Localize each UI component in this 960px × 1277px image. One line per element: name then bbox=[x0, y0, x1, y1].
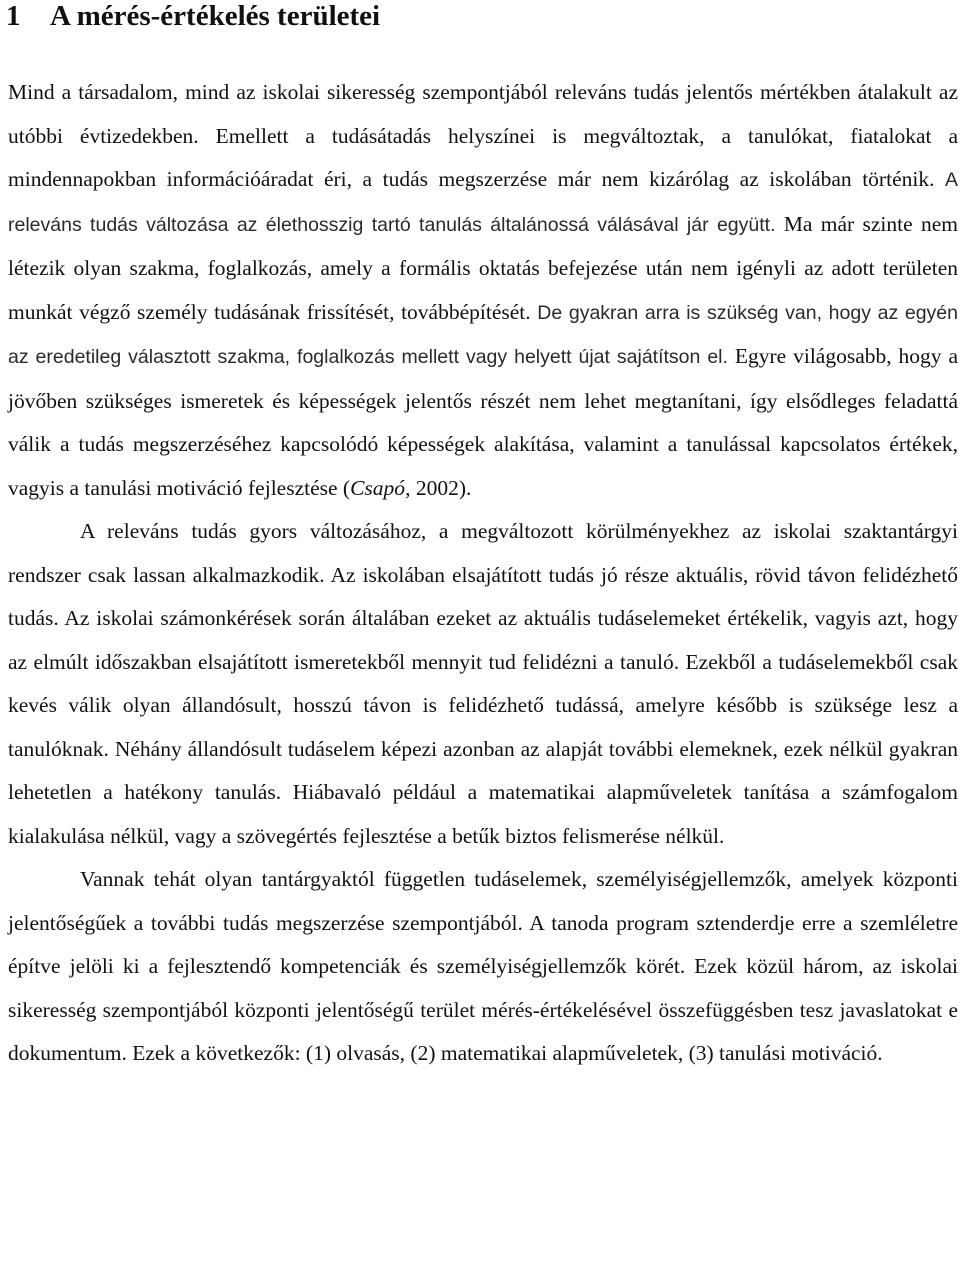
body-text bbox=[8, 71, 958, 1076]
citation-author: Csapó bbox=[350, 475, 406, 500]
paragraph-1-sentence-5: Egyre világosabb, hogy a jövőben szükséges ismeretek és képességek jelentős részét nem lehet megtanítani, így elsődleges feladattá válik a tudás megszerzéséhez kapcsolódó képességek alakítása, valamint a tanulással kapcsolatos értékek, vagyis a tanulási motiváció fejlesztése ( bbox=[8, 344, 959, 500]
section-heading bbox=[6, 0, 956, 36]
paragraph-1-sentence-4: De gyakran arra is szükség van, hogy az egyén az eredetileg választott szakma, foglalkozás mellett vagy helyett újat sajátítson el. bbox=[8, 301, 958, 368]
paragraph-1 bbox=[8, 71, 958, 510]
paragraph-2 bbox=[8, 510, 958, 858]
citation-year: , 2002). bbox=[405, 475, 472, 500]
paragraph-1-sentence-3: Ma már szinte nem létezik olyan szakma, foglalkozás, amely a formális oktatás befejezése után nem igényli az adott területen munkát végző személy tudásának frissítését, továbbépítését. bbox=[8, 211, 958, 324]
paragraph-2-text: A releváns tudás gyors változásához, a megváltozott körülményekhez az iskolai szaktantárgyi rendszer csak lassan alkalmazkodik. Az iskolában elsajátított tudás jó része aktuális, rövid távon felidézhető tudás. Az iskolai számonkérések során általában ezeket az aktuális tudáselemeket értékelik, vagyis azt, hogy az elmúlt időszakban elsajátított ismeretekből mennyit tud felidézni a tanuló. Ezekből a tudáselemekből csak kevés válik olyan állandósult, hosszú távon is felidézhető tudássá, amelyre később is szüksége lesz a tanulóknak. Néhány állandósult tudáselem képezi azonban az alapját további elemeknek, ezek nélkül gyakran lehetetlen a hatékony tanulás. Hiábavaló például a matematikai alapműveletek tanítása a számfogalom kialakulása nélkül, vagy a szövegértés fejlesztése a betűk biztos felismerése nélkül. bbox=[8, 519, 958, 848]
paragraph-1-sentence-1: Mind a társadalom, mind az iskolai sikeresség szempontjából releváns tudás jelentős mértékben átalakult az utóbbi évtizedekben. Emellett a tudásátadás helyszínei is megváltoztak, a tanulókat, fiatalokat a mindennapokban információáradat éri, a tudás megszerzése már nem kizárólag az iskolában történik. bbox=[8, 80, 958, 191]
section-title: A mérés-értékelés területei bbox=[50, 0, 381, 32]
paragraph-3-text: Vannak tehát olyan tantárgyaktól független tudáselemek, személyiségjellemzők, amelyek központi jelentőségűek a további tudás megszerzése szempontjából. A tanoda program sztenderdje erre a szemléletre építve jelöli ki a fejlesztendő kompetenciák és személyiségjellemzők körét. Ezek közül három, az iskolai sikeresség szempontjából központi jelentőségű terület mérés-értékelésével összefüggésben tesz javaslatokat e dokumentum. Ezek a következők: (1) olvasás, (2) matematikai alapműveletek, (3) tanulási motiváció. bbox=[8, 867, 958, 1065]
paragraph-1-sentence-2: A releváns tudás változása az élethosszig tartó tanulás általánossá válásával jár együtt. bbox=[8, 169, 959, 236]
section-number: 1 bbox=[6, 0, 21, 32]
paragraph-3 bbox=[8, 858, 958, 1076]
